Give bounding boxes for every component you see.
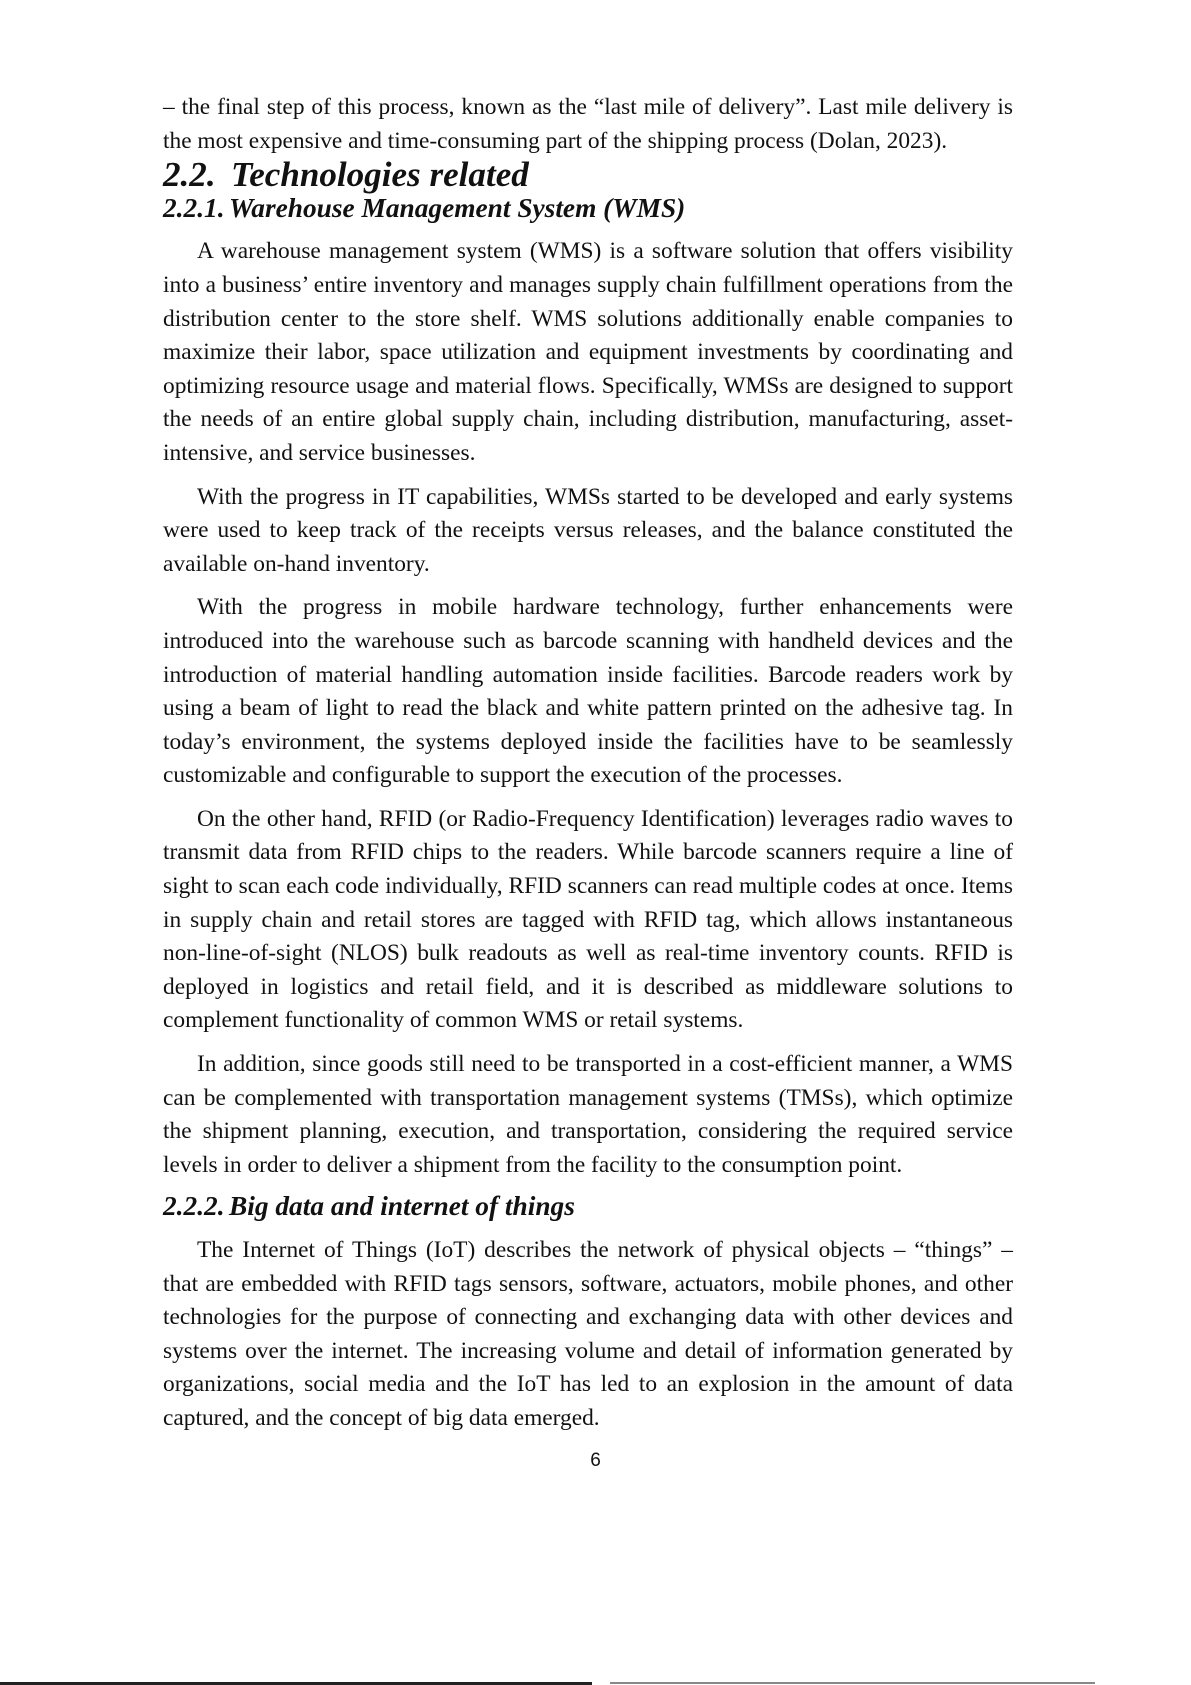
subsection-number: 2.2.2. <box>163 1191 225 1222</box>
continuation-paragraph: – the final step of this process, known as the “last mile of delivery”. Last mile delivery is the most expensive and time-consuming part of the shipping process (Dolan, 2023). <box>163 94 1013 154</box>
subsection-heading <box>163 192 1013 226</box>
section-number: 2.2. <box>163 155 216 195</box>
page-edge-divider <box>610 1682 1095 1684</box>
paragraph: With the progress in IT capabilities, WMSs started to be developed and early systems were used to keep track of the receipts versus releases, and the balance constituted the available on-hand inventory. <box>163 483 1013 577</box>
paragraph: The Internet of Things (IoT) describes the network of physical objects – “things” – that are embedded with RFID tags sensors, software, actuators, mobile phones, and other technologies for the purpose of connecting and exchanging data with other devices and systems over the internet. The increasing volume and detail of information generated by organizations, social media and the IoT has led to an explosion in the amount of data captured, and the concept of big data emerged. <box>163 1237 1013 1431</box>
subsection-heading <box>163 1190 1013 1224</box>
section-title: Technologies related <box>231 155 529 195</box>
page-number: 6 <box>590 1450 601 1471</box>
subsection-title: Big data and internet of things <box>229 1191 575 1222</box>
paragraph: With the progress in mobile hardware technology, further enhancements were introduced into the warehouse such as barcode scanning with handheld devices and the introduction of material handling automation inside facilities. Barcode readers work by using a beam of light to read the black and white pattern printed on the adhesive tag. In today’s environment, the systems deployed inside the facilities have to be seamlessly customizable and configurable to support the execution of the processes. <box>163 594 1013 789</box>
section-heading <box>163 155 1013 195</box>
subsection-number: 2.2.1. <box>163 192 225 223</box>
subsection-title: Warehouse Management System (WMS) <box>229 192 686 223</box>
paragraph: On the other hand, RFID (or Radio-Frequency Identification) leverages radio waves to transmit data from RFID chips to the readers. While barcode scanners require a line of sight to scan each code individually, RFID scanners can read multiple codes at once. Items in supply chain and retail stores are tagged with RFID tag, which allows instantaneous non-line-of-sight (NLOS) bulk readouts as well as real-time inventory counts. RFID is deployed in logistics and retail field, and it is described as middleware solutions to complement functionality of common WMS or retail systems. <box>163 805 1013 1034</box>
paragraph: In addition, since goods still need to be transported in a cost-efficient manner, a WMS can be complemented with transportation management systems (TMSs), which optimize the shipment planning, execution, and transportation, considering the required service levels in order to deliver a shipment from the facility to the consumption point. <box>163 1051 1013 1178</box>
document-page <box>163 91 1013 1436</box>
paragraph: A warehouse management system (WMS) is a software solution that offers visibility into a business’ entire inventory and manages supply chain fulfillment operations from the distribution center to the store shelf. WMS solutions additionally enable companies to maximize their labor, space utilization and equipment investments by coordinating and optimizing resource usage and material flows. Specifically, WMSs are designed to support the needs of an entire global supply chain, including distribution, manufacturing, asset-intensive, and service businesses. <box>163 238 1013 466</box>
